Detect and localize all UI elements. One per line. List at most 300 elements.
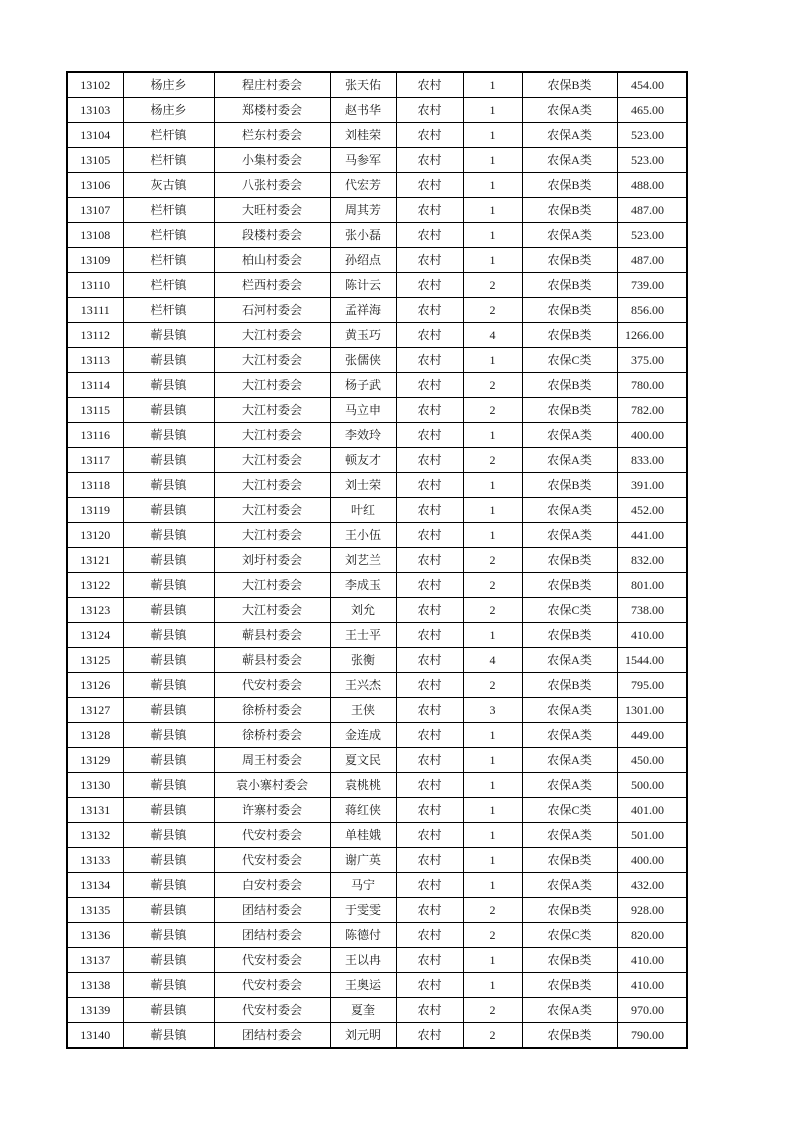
cell-insurance-type: 农保B类 [522, 548, 617, 573]
cell-person-count: 2 [463, 548, 522, 573]
cell-insurance-type: 农保A类 [522, 748, 617, 773]
cell-township: 蕲县镇 [123, 848, 214, 873]
cell-insurance-type: 农保B类 [522, 973, 617, 998]
table-row [67, 798, 687, 823]
cell-insurance-type: 农保B类 [522, 473, 617, 498]
cell-category: 农村 [396, 398, 463, 423]
cell-person-count: 4 [463, 323, 522, 348]
cell-person-name: 杨子武 [330, 373, 396, 398]
cell-amount: 410.00 [617, 623, 687, 648]
cell-insurance-type: 农保A类 [522, 648, 617, 673]
cell-amount: 833.00 [617, 448, 687, 473]
cell-insurance-type: 农保A类 [522, 148, 617, 173]
cell-person-count: 2 [463, 398, 522, 423]
cell-township: 蕲县镇 [123, 898, 214, 923]
cell-person-count: 2 [463, 1023, 522, 1049]
cell-person-name: 刘允 [330, 598, 396, 623]
cell-village-committee: 代安村委会 [214, 998, 330, 1023]
cell-village-committee: 团结村委会 [214, 1023, 330, 1049]
table-row [67, 123, 687, 148]
cell-id: 13127 [67, 698, 123, 723]
cell-amount: 500.00 [617, 773, 687, 798]
cell-insurance-type: 农保A类 [522, 998, 617, 1023]
table-row [67, 723, 687, 748]
cell-person-name: 夏文民 [330, 748, 396, 773]
cell-amount: 739.00 [617, 273, 687, 298]
cell-township: 栏杆镇 [123, 273, 214, 298]
cell-township: 杨庄乡 [123, 72, 214, 98]
cell-township: 蕲县镇 [123, 998, 214, 1023]
cell-category: 农村 [396, 498, 463, 523]
cell-amount: 454.00 [617, 72, 687, 98]
cell-category: 农村 [396, 798, 463, 823]
cell-category: 农村 [396, 673, 463, 698]
cell-id: 13112 [67, 323, 123, 348]
cell-person-count: 1 [463, 848, 522, 873]
cell-township: 蕲县镇 [123, 398, 214, 423]
cell-village-committee: 石河村委会 [214, 298, 330, 323]
cell-amount: 452.00 [617, 498, 687, 523]
cell-person-name: 叶红 [330, 498, 396, 523]
cell-person-count: 1 [463, 123, 522, 148]
cell-person-count: 1 [463, 973, 522, 998]
cell-village-committee: 刘圩村委会 [214, 548, 330, 573]
cell-village-committee: 大江村委会 [214, 423, 330, 448]
cell-category: 农村 [396, 573, 463, 598]
cell-township: 蕲县镇 [123, 448, 214, 473]
cell-village-committee: 郑楼村委会 [214, 98, 330, 123]
table-row [67, 523, 687, 548]
cell-person-name: 谢广英 [330, 848, 396, 873]
cell-person-count: 1 [463, 623, 522, 648]
cell-insurance-type: 农保A类 [522, 498, 617, 523]
cell-amount: 523.00 [617, 223, 687, 248]
cell-person-count: 1 [463, 948, 522, 973]
cell-person-count: 2 [463, 998, 522, 1023]
cell-amount: 441.00 [617, 523, 687, 548]
cell-amount: 410.00 [617, 973, 687, 998]
cell-person-name: 陈德付 [330, 923, 396, 948]
cell-insurance-type: 农保A类 [522, 448, 617, 473]
cell-insurance-type: 农保B类 [522, 573, 617, 598]
cell-township: 蕲县镇 [123, 948, 214, 973]
table-row [67, 673, 687, 698]
cell-id: 13124 [67, 623, 123, 648]
cell-person-count: 4 [463, 648, 522, 673]
cell-person-count: 1 [463, 248, 522, 273]
cell-person-name: 张衡 [330, 648, 396, 673]
cell-village-committee: 大江村委会 [214, 523, 330, 548]
cell-category: 农村 [396, 148, 463, 173]
table-row [67, 148, 687, 173]
cell-village-committee: 代安村委会 [214, 848, 330, 873]
cell-amount: 1544.00 [617, 648, 687, 673]
cell-insurance-type: 农保C类 [522, 923, 617, 948]
cell-person-name: 王以冉 [330, 948, 396, 973]
cell-category: 农村 [396, 523, 463, 548]
cell-village-committee: 大江村委会 [214, 598, 330, 623]
cell-insurance-type: 农保B类 [522, 398, 617, 423]
cell-person-name: 马参军 [330, 148, 396, 173]
cell-township: 蕲县镇 [123, 623, 214, 648]
cell-id: 13118 [67, 473, 123, 498]
table-row [67, 548, 687, 573]
cell-person-name: 顿友才 [330, 448, 396, 473]
table-row [67, 973, 687, 998]
table-row [67, 823, 687, 848]
cell-person-count: 1 [463, 748, 522, 773]
cell-person-name: 夏奎 [330, 998, 396, 1023]
cell-id: 13128 [67, 723, 123, 748]
table-row [67, 473, 687, 498]
cell-village-committee: 段楼村委会 [214, 223, 330, 248]
cell-township: 蕲县镇 [123, 748, 214, 773]
cell-township: 蕲县镇 [123, 773, 214, 798]
cell-category: 农村 [396, 648, 463, 673]
table-row [67, 648, 687, 673]
cell-township: 灰古镇 [123, 173, 214, 198]
table-row [67, 348, 687, 373]
cell-person-name: 王小伍 [330, 523, 396, 548]
cell-id: 13137 [67, 948, 123, 973]
cell-village-committee: 大江村委会 [214, 473, 330, 498]
cell-insurance-type: 农保A类 [522, 98, 617, 123]
cell-village-committee: 大旺村委会 [214, 198, 330, 223]
cell-id: 13125 [67, 648, 123, 673]
cell-township: 蕲县镇 [123, 1023, 214, 1049]
cell-village-committee: 代安村委会 [214, 948, 330, 973]
cell-village-committee: 大江村委会 [214, 398, 330, 423]
cell-township: 蕲县镇 [123, 673, 214, 698]
cell-amount: 782.00 [617, 398, 687, 423]
cell-category: 农村 [396, 848, 463, 873]
cell-insurance-type: 农保B类 [522, 173, 617, 198]
cell-person-count: 2 [463, 273, 522, 298]
cell-amount: 523.00 [617, 123, 687, 148]
cell-person-count: 2 [463, 898, 522, 923]
cell-village-committee: 周王村委会 [214, 748, 330, 773]
cell-insurance-type: 农保B类 [522, 248, 617, 273]
cell-person-count: 1 [463, 473, 522, 498]
cell-village-committee: 程庄村委会 [214, 72, 330, 98]
cell-id: 13109 [67, 248, 123, 273]
cell-amount: 790.00 [617, 1023, 687, 1049]
cell-village-committee: 代安村委会 [214, 823, 330, 848]
cell-amount: 410.00 [617, 948, 687, 973]
cell-insurance-type: 农保A类 [522, 423, 617, 448]
cell-insurance-type: 农保A类 [522, 823, 617, 848]
cell-village-committee: 蕲县村委会 [214, 648, 330, 673]
cell-id: 13126 [67, 673, 123, 698]
cell-insurance-type: 农保B类 [522, 623, 617, 648]
cell-amount: 928.00 [617, 898, 687, 923]
cell-person-name: 孟祥海 [330, 298, 396, 323]
cell-amount: 487.00 [617, 198, 687, 223]
cell-township: 蕲县镇 [123, 873, 214, 898]
cell-village-committee: 大江村委会 [214, 348, 330, 373]
cell-category: 农村 [396, 448, 463, 473]
cell-id: 13116 [67, 423, 123, 448]
cell-person-name: 袁桃桃 [330, 773, 396, 798]
cell-insurance-type: 农保B类 [522, 1023, 617, 1049]
cell-id: 13138 [67, 973, 123, 998]
cell-township: 蕲县镇 [123, 573, 214, 598]
cell-village-committee: 大江村委会 [214, 498, 330, 523]
cell-category: 农村 [396, 298, 463, 323]
cell-category: 农村 [396, 548, 463, 573]
cell-amount: 400.00 [617, 423, 687, 448]
cell-village-committee: 团结村委会 [214, 923, 330, 948]
cell-village-committee: 八张村委会 [214, 173, 330, 198]
cell-id: 13135 [67, 898, 123, 923]
cell-township: 蕲县镇 [123, 973, 214, 998]
cell-id: 13111 [67, 298, 123, 323]
cell-person-count: 1 [463, 523, 522, 548]
cell-village-committee: 栏东村委会 [214, 123, 330, 148]
cell-person-count: 1 [463, 773, 522, 798]
table-row [67, 898, 687, 923]
table-row [67, 998, 687, 1023]
cell-person-count: 2 [463, 673, 522, 698]
table-row [67, 573, 687, 598]
cell-amount: 401.00 [617, 798, 687, 823]
cell-category: 农村 [396, 473, 463, 498]
cell-insurance-type: 农保B类 [522, 673, 617, 698]
cell-township: 栏杆镇 [123, 123, 214, 148]
cell-person-name: 黄玉巧 [330, 323, 396, 348]
cell-insurance-type: 农保A类 [522, 873, 617, 898]
cell-category: 农村 [396, 72, 463, 98]
cell-township: 蕲县镇 [123, 698, 214, 723]
cell-village-committee: 大江村委会 [214, 573, 330, 598]
cell-village-committee: 大江村委会 [214, 448, 330, 473]
cell-id: 13106 [67, 173, 123, 198]
cell-person-name: 陈计云 [330, 273, 396, 298]
table-row [67, 873, 687, 898]
cell-amount: 738.00 [617, 598, 687, 623]
cell-category: 农村 [396, 223, 463, 248]
cell-person-name: 蒋红侠 [330, 798, 396, 823]
cell-id: 13133 [67, 848, 123, 873]
cell-person-count: 1 [463, 423, 522, 448]
cell-township: 栏杆镇 [123, 248, 214, 273]
cell-category: 农村 [396, 98, 463, 123]
cell-category: 农村 [396, 423, 463, 448]
cell-person-count: 1 [463, 173, 522, 198]
cell-insurance-type: 农保A类 [522, 723, 617, 748]
cell-person-name: 刘艺兰 [330, 548, 396, 573]
table-row [67, 423, 687, 448]
table-row [67, 698, 687, 723]
cell-id: 13120 [67, 523, 123, 548]
cell-category: 农村 [396, 173, 463, 198]
cell-category: 农村 [396, 123, 463, 148]
cell-category: 农村 [396, 698, 463, 723]
cell-amount: 832.00 [617, 548, 687, 573]
cell-category: 农村 [396, 323, 463, 348]
cell-id: 13102 [67, 72, 123, 98]
cell-person-count: 2 [463, 923, 522, 948]
table-row [67, 373, 687, 398]
table-row [67, 923, 687, 948]
table-row [67, 848, 687, 873]
cell-category: 农村 [396, 873, 463, 898]
cell-person-count: 1 [463, 723, 522, 748]
table-row [67, 198, 687, 223]
cell-township: 蕲县镇 [123, 823, 214, 848]
cell-id: 13117 [67, 448, 123, 473]
cell-amount: 523.00 [617, 148, 687, 173]
cell-person-name: 张儒侠 [330, 348, 396, 373]
cell-person-count: 1 [463, 873, 522, 898]
cell-township: 蕲县镇 [123, 598, 214, 623]
cell-amount: 449.00 [617, 723, 687, 748]
cell-insurance-type: 农保B类 [522, 848, 617, 873]
cell-insurance-type: 农保B类 [522, 323, 617, 348]
cell-insurance-type: 农保A类 [522, 698, 617, 723]
cell-category: 农村 [396, 723, 463, 748]
cell-amount: 487.00 [617, 248, 687, 273]
cell-id: 13114 [67, 373, 123, 398]
cell-amount: 450.00 [617, 748, 687, 773]
table-row [67, 748, 687, 773]
cell-id: 13132 [67, 823, 123, 848]
cell-amount: 856.00 [617, 298, 687, 323]
cell-village-committee: 袁小寨村委会 [214, 773, 330, 798]
cell-insurance-type: 农保C类 [522, 798, 617, 823]
cell-person-count: 1 [463, 223, 522, 248]
cell-category: 农村 [396, 273, 463, 298]
cell-id: 13110 [67, 273, 123, 298]
cell-category: 农村 [396, 948, 463, 973]
cell-id: 13123 [67, 598, 123, 623]
cell-insurance-type: 农保C类 [522, 348, 617, 373]
cell-amount: 488.00 [617, 173, 687, 198]
cell-township: 蕲县镇 [123, 798, 214, 823]
cell-insurance-type: 农保B类 [522, 373, 617, 398]
cell-id: 13119 [67, 498, 123, 523]
cell-category: 农村 [396, 598, 463, 623]
cell-amount: 970.00 [617, 998, 687, 1023]
table-row [67, 298, 687, 323]
cell-person-count: 1 [463, 348, 522, 373]
cell-person-count: 2 [463, 448, 522, 473]
cell-village-committee: 栏西村委会 [214, 273, 330, 298]
cell-person-count: 1 [463, 98, 522, 123]
cell-village-committee: 团结村委会 [214, 898, 330, 923]
table-row [67, 1023, 687, 1049]
cell-id: 13121 [67, 548, 123, 573]
cell-person-name: 马宁 [330, 873, 396, 898]
cell-id: 13140 [67, 1023, 123, 1049]
cell-village-committee: 代安村委会 [214, 673, 330, 698]
cell-person-count: 1 [463, 198, 522, 223]
table-row [67, 273, 687, 298]
cell-amount: 820.00 [617, 923, 687, 948]
cell-village-committee: 大江村委会 [214, 323, 330, 348]
cell-township: 蕲县镇 [123, 473, 214, 498]
cell-township: 蕲县镇 [123, 523, 214, 548]
cell-category: 农村 [396, 348, 463, 373]
cell-amount: 432.00 [617, 873, 687, 898]
table-row [67, 623, 687, 648]
cell-township: 杨庄乡 [123, 98, 214, 123]
cell-person-count: 1 [463, 498, 522, 523]
cell-insurance-type: 农保A类 [522, 773, 617, 798]
cell-village-committee: 白安村委会 [214, 873, 330, 898]
cell-person-name: 王兴杰 [330, 673, 396, 698]
cell-category: 农村 [396, 923, 463, 948]
cell-village-committee: 蕲县村委会 [214, 623, 330, 648]
table-row [67, 773, 687, 798]
cell-category: 农村 [396, 373, 463, 398]
cell-id: 13129 [67, 748, 123, 773]
cell-category: 农村 [396, 748, 463, 773]
cell-category: 农村 [396, 248, 463, 273]
cell-id: 13104 [67, 123, 123, 148]
cell-person-count: 1 [463, 823, 522, 848]
insurance-payment-table [66, 71, 688, 1049]
cell-person-count: 3 [463, 698, 522, 723]
table-row [67, 98, 687, 123]
cell-person-name: 王侠 [330, 698, 396, 723]
cell-township: 蕲县镇 [123, 723, 214, 748]
cell-person-name: 李成玉 [330, 573, 396, 598]
cell-insurance-type: 农保B类 [522, 298, 617, 323]
cell-village-committee: 柏山村委会 [214, 248, 330, 273]
table-row [67, 498, 687, 523]
cell-person-name: 周其芳 [330, 198, 396, 223]
cell-id: 13103 [67, 98, 123, 123]
cell-village-committee: 徐桥村委会 [214, 723, 330, 748]
cell-amount: 1266.00 [617, 323, 687, 348]
cell-person-name: 王士平 [330, 623, 396, 648]
cell-category: 农村 [396, 198, 463, 223]
cell-township: 蕲县镇 [123, 923, 214, 948]
cell-village-committee: 代安村委会 [214, 973, 330, 998]
cell-amount: 1301.00 [617, 698, 687, 723]
cell-person-count: 1 [463, 148, 522, 173]
cell-township: 蕲县镇 [123, 498, 214, 523]
cell-insurance-type: 农保B类 [522, 72, 617, 98]
cell-insurance-type: 农保A类 [522, 223, 617, 248]
table-row [67, 173, 687, 198]
table-body [67, 72, 687, 1048]
cell-insurance-type: 农保B类 [522, 948, 617, 973]
cell-person-count: 1 [463, 72, 522, 98]
cell-insurance-type: 农保B类 [522, 198, 617, 223]
table-row [67, 948, 687, 973]
cell-person-name: 单桂娥 [330, 823, 396, 848]
cell-id: 13107 [67, 198, 123, 223]
cell-person-count: 2 [463, 373, 522, 398]
cell-person-name: 孙绍点 [330, 248, 396, 273]
table-row [67, 323, 687, 348]
cell-township: 栏杆镇 [123, 148, 214, 173]
table-row [67, 398, 687, 423]
cell-person-name: 王奥运 [330, 973, 396, 998]
cell-person-name: 张天佑 [330, 72, 396, 98]
table-row [67, 223, 687, 248]
cell-id: 13105 [67, 148, 123, 173]
cell-insurance-type: 农保A类 [522, 523, 617, 548]
cell-person-name: 刘士荣 [330, 473, 396, 498]
cell-category: 农村 [396, 823, 463, 848]
cell-village-committee: 小集村委会 [214, 148, 330, 173]
cell-insurance-type: 农保B类 [522, 273, 617, 298]
cell-person-name: 刘桂荣 [330, 123, 396, 148]
cell-id: 13136 [67, 923, 123, 948]
